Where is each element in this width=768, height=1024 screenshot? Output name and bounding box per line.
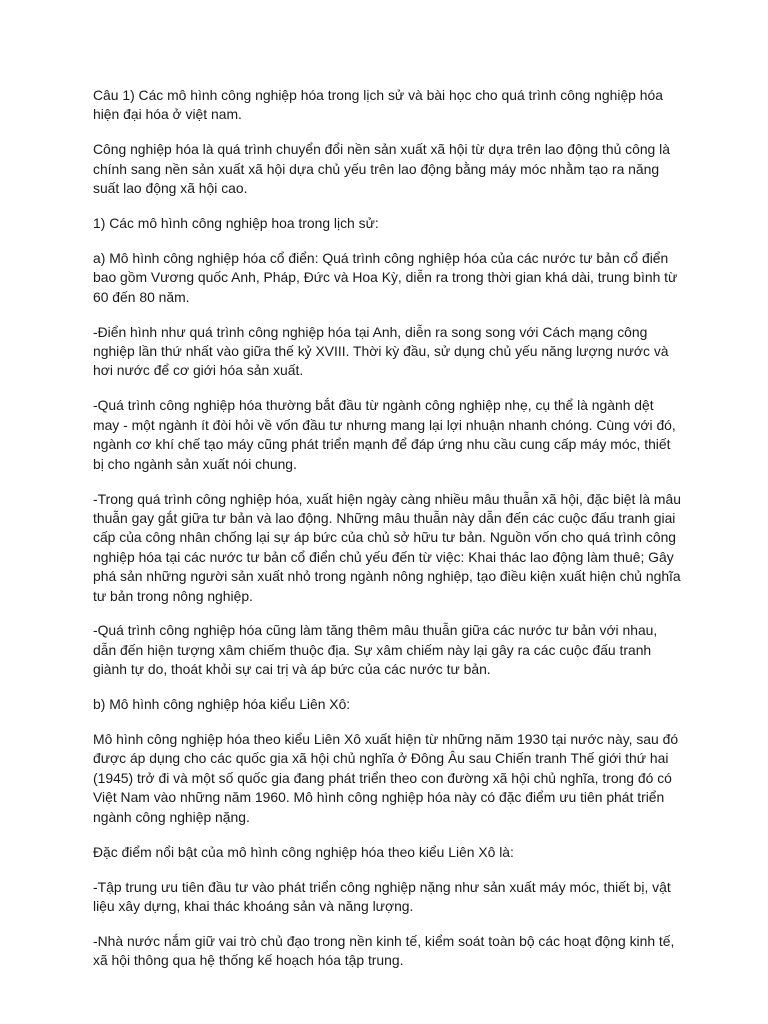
soviet-model-features-intro: Đặc điểm nổi bật của mô hình công nghiệp hóa theo kiểu Liên Xô là: — [93, 843, 514, 860]
classic-model-paragraph: a) Mô hình công nghiệp hóa cổ điển: Quá trình công nghiệp hóa của các nước tư bản cổ điển bao gồm Vương quốc Anh, Pháp, Đức và Hoa Kỳ, diễn ra trong thời gian khá dài, trung bình từ 60 đến 80 năm. — [93, 249, 678, 305]
soviet-model-point-1: -Tập trung ưu tiên đầu tư vào phát triển công nghiệp nặng như sản xuất máy móc, thiết bị, vật liệu xây dựng, khai thác khoáng sản và năng lượng. — [93, 878, 671, 914]
question-heading: Câu 1) Các mô hình công nghiệp hóa trong lịch sử và bài học cho quá trình công nghiệp hóa hiện đại hóa ở việt nam. — [93, 87, 663, 123]
classic-model-point-4: -Quá trình công nghiệp hóa cũng làm tăng thêm mâu thuẫn giữa các nước tư bản với nhau, dẫn đến hiện tượng xâm chiếm thuộc địa. Sự xâm chiếm này lại gây ra các cuộc đấu tranh giành tự do, thoát khỏi sự cai trị và áp bức của các nước tư bản. — [93, 622, 658, 678]
definition-paragraph: Công nghiệp hóa là quá trình chuyển đổi nền sản xuất xã hội từ dựa trên lao động thủ công là chính sang nền sản xuất xã hội dựa chủ yếu trên lao động bằng máy móc nhằm tạo ra năng suất lao động xã hội cao. — [93, 141, 670, 197]
classic-model-point-1: -Điển hình như quá trình công nghiệp hóa tại Anh, diễn ra song song với Cách mạng công nghiệp lần thứ nhất vào giữa thế kỷ XVIII. Thời kỳ đầu, sử dụng chủ yếu năng lượng nước và hơi nước để cơ giới hóa sản xuất. — [93, 323, 669, 379]
classic-model-point-2: -Quá trình công nghiệp hóa thường bắt đầu từ ngành công nghiệp nhẹ, cụ thể là ngành dệt may - một ngành ít đòi hỏi về vốn đầu tư nhưng mang lại lợi nhuận nhanh chóng. Cùng với đó, ngành cơ khí chế tạo máy cũng phát triển mạnh để đáp ứng nhu cầu cung cấp máy móc, thiết bị cho ngành sản xuất nói chung. — [93, 397, 676, 472]
soviet-model-paragraph: Mô hình công nghiệp hóa theo kiểu Liên Xô xuất hiện từ những năm 1930 tại nước này, sau đó được áp dụng cho các quốc gia xã hội chủ nghĩa ở Đông Âu sau Chiến tranh Thế giới thứ hai (1945) trở đi và một số quốc gia đang phát triển theo con đường xã hội chủ nghĩa, trong đó có Việt Nam vào những năm 1960. Mô hình công nghiệp hóa này có đặc điểm ưu tiên phát triển ngành công nghiệp nặng. — [93, 731, 679, 825]
soviet-model-point-2: -Nhà nước nắm giữ vai trò chủ đạo trong nền kinh tế, kiểm soát toàn bộ các hoạt động kinh tế, xã hội thông qua hệ thống kế hoạch hóa tập trung. — [93, 932, 675, 969]
section-heading-models: 1) Các mô hình công nghiệp hoa trong lịch sử: — [93, 215, 379, 232]
classic-model-point-3: -Trong quá trình công nghiệp hóa, xuất hiện ngày càng nhiều mâu thuẫn xã hội, đặc biệt là mâu thuẫn gay gắt giữa tư bản và lao động. Những mâu thuẫn này dẫn đến các cuộc đấu tranh giai cấp của công nhân chống lại sự áp bức của chủ sở hữu tư bản. Nguồn vốn cho quá trình công nghiệp hóa tại các nước tư bản cổ điển chủ yếu đến từ việc: Khai thác lao động làm thuê; Gây phá sản những người sản xuất nhỏ trong ngành nông nghiệp, tạo điều kiện xuất hiện chủ nghĩa tư bản trong nông nghiệp. — [93, 490, 681, 604]
document-body — [93, 86, 683, 986]
soviet-model-heading: b) Mô hình công nghiệp hóa kiểu Liên Xô: — [93, 696, 351, 713]
